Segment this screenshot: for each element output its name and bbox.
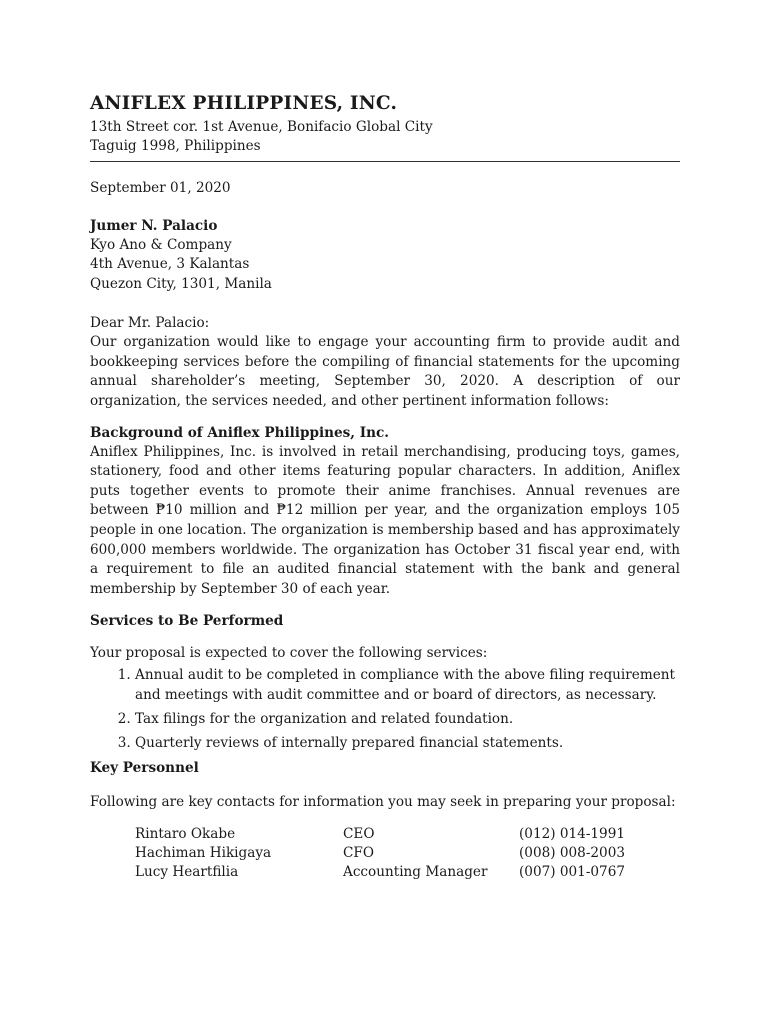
contact-name: Rintaro Okabe bbox=[135, 825, 236, 842]
background-heading: Background of Aniflex Philippines, Inc. bbox=[90, 424, 390, 441]
services-list-item: 3. Quarterly reviews of internally prepared financial statements. bbox=[135, 734, 680, 754]
contact-role: Accounting Manager bbox=[343, 863, 488, 880]
services-list-item: 2. Tax filings for the organization and related foundation. bbox=[135, 710, 680, 730]
contact-name: Hachiman Hikigaya bbox=[135, 844, 272, 861]
intro-paragraph: Our organization would like to engage your accounting firm to provide audit and bookkeeping services before the compiling of financial statements for the upcoming annual shareholder’s meeting, September 30, 2020. A description of our organization, the services needed, and other pertinent information follows: bbox=[90, 334, 680, 409]
recipient-name: Jumer N. Palacio bbox=[90, 218, 218, 234]
personnel-heading: Key Personnel bbox=[90, 759, 199, 776]
personnel-intro: Following are key contacts for information you may seek in preparing your proposal: bbox=[90, 793, 676, 810]
contact-row bbox=[135, 863, 639, 882]
recipient-company: Kyo Ano & Company bbox=[90, 237, 232, 253]
contact-role: CEO bbox=[343, 825, 375, 842]
contact-role: CFO bbox=[343, 844, 374, 861]
contacts-table bbox=[135, 825, 639, 882]
services-list bbox=[90, 666, 680, 753]
recipient-block bbox=[90, 217, 680, 294]
letterhead-divider bbox=[90, 161, 680, 162]
services-list-item: 1. Annual audit to be completed in compliance with the above filing requirement and meetings with audit committee and or board of directors, as necessary. bbox=[135, 666, 680, 706]
services-heading: Services to Be Performed bbox=[90, 613, 284, 630]
letter-page bbox=[90, 92, 680, 882]
letter-date: September 01, 2020 bbox=[90, 180, 231, 196]
company-name: ANIFLEX PHILIPPINES, INC. bbox=[90, 93, 398, 114]
contact-phone: (008) 008-2003 bbox=[519, 844, 626, 861]
recipient-street: 4th Avenue, 3 Kalantas bbox=[90, 256, 250, 273]
company-address-line-2: Taguig 1998, Philippines bbox=[90, 138, 261, 154]
contact-name: Lucy Heartfilia bbox=[135, 863, 239, 880]
salutation: Dear Mr. Palacio: bbox=[90, 315, 210, 332]
company-address bbox=[90, 118, 680, 156]
contact-phone: (007) 001-0767 bbox=[519, 863, 626, 880]
company-address-line-1: 13th Street cor. 1st Avenue, Bonifacio Global City bbox=[90, 119, 433, 135]
contact-row bbox=[135, 844, 639, 863]
letterhead bbox=[90, 92, 680, 162]
services-intro: Your proposal is expected to cover the following services: bbox=[90, 645, 488, 662]
contact-row bbox=[135, 825, 639, 844]
contact-phone: (012) 014-1991 bbox=[519, 825, 626, 842]
background-paragraph: Aniflex Philippines, Inc. is involved in retail merchandising, producing toys, games, stationery, food and other items featuring popular characters. In addition, Aniflex puts together events to promote their anime franchises. Annual revenues are between ₱10 million and ₱12 million per year, and the organization employs 105 people in one location. The organization is membership based and has approximately 600,000 members worldwide. The organization has October 31 fiscal year end, with a requirement to file an audited financial statement with the bank and general membership by September 30 of each year. bbox=[90, 443, 680, 597]
recipient-city: Quezon City, 1301, Manila bbox=[90, 275, 272, 292]
